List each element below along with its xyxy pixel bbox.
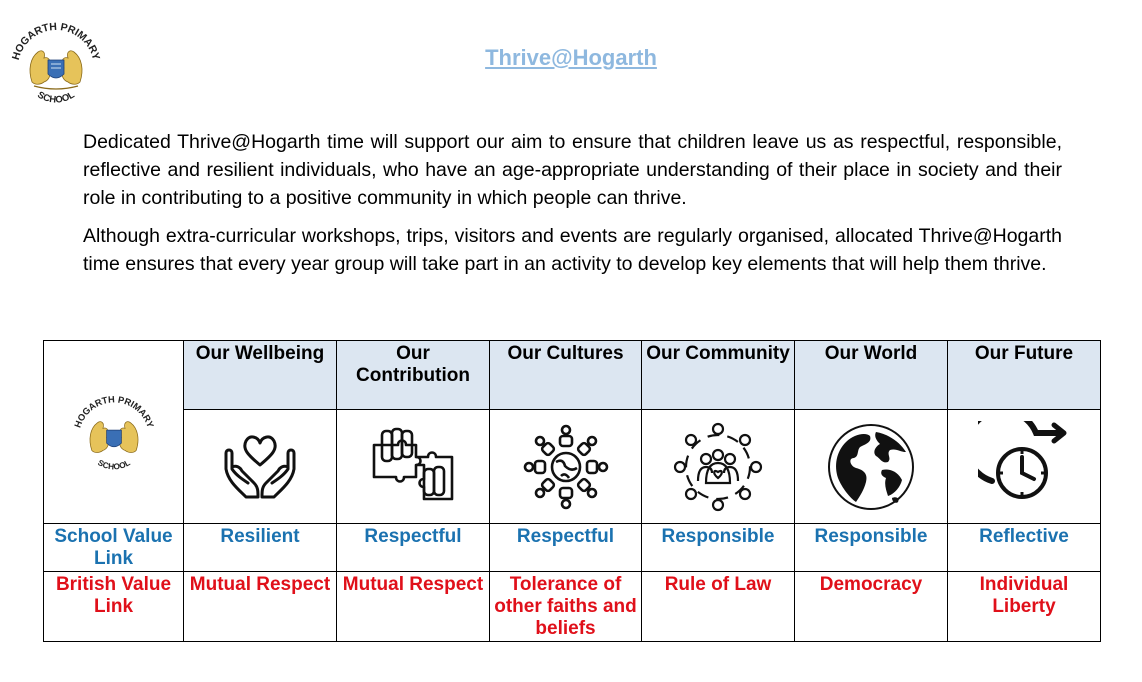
heading-our-cultures: Our Cultures	[490, 341, 642, 410]
heading-our-world: Our World	[795, 341, 948, 410]
thrive-table	[43, 340, 1101, 642]
intro-paragraph-2: Although extra-curricular workshops, trips, visitors and events are regularly organised, allocated Thrive@Hogarth time ensures that every year group will take part in an activity to develop key elements that will help them thrive.	[83, 225, 1062, 275]
school-value-future: Reflective	[948, 524, 1101, 572]
svg-text:SCHOOL: SCHOOL	[35, 89, 77, 106]
wellbeing-icon-cell	[184, 410, 337, 524]
table-school-logo	[66, 384, 162, 480]
contribution-icon-cell	[337, 410, 490, 524]
heading-our-contribution: Our Contribution	[337, 341, 490, 410]
page-title[interactable]: Thrive@Hogarth	[485, 45, 657, 70]
school-value-wellbeing: Resilient	[184, 524, 337, 572]
community-icon-cell	[642, 410, 795, 524]
clock-arrow-icon	[978, 421, 1070, 513]
svg-text:HOGARTH PRIMARY: HOGARTH PRIMARY	[9, 20, 103, 62]
heart-in-hands-icon	[218, 425, 302, 509]
people-around-globe-icon	[521, 422, 611, 512]
svg-text:SCHOOL: SCHOOL	[95, 457, 132, 472]
community-circle-icon	[672, 421, 764, 513]
school-value-community: Responsible	[642, 524, 795, 572]
british-value-contribution: Mutual Respect	[337, 572, 490, 642]
intro-paragraph-1: Dedicated Thrive@Hogarth time will support our aim to ensure that children leave us as respectful, responsible, reflective and resilient individuals, who have an age-appropriate understanding of their place in society and their role in contributing to a positive community in which people can thrive.	[83, 131, 1062, 209]
heading-our-wellbeing: Our Wellbeing	[184, 341, 337, 410]
world-globe-icon	[826, 422, 916, 512]
british-value-cultures: Tolerance of other faiths and beliefs	[490, 572, 642, 642]
british-value-label: British Value Link	[44, 572, 184, 642]
world-icon-cell	[795, 410, 948, 524]
british-value-community: Rule of Law	[642, 572, 795, 642]
school-value-label: School Value Link	[44, 524, 184, 572]
future-icon-cell	[948, 410, 1101, 524]
british-value-future: Individual Liberty	[948, 572, 1101, 642]
heading-our-community: Our Community	[642, 341, 795, 410]
school-value-contribution: Respectful	[337, 524, 490, 572]
school-value-world: Responsible	[795, 524, 948, 572]
svg-text:HOGARTH PRIMARY: HOGARTH PRIMARY	[72, 394, 155, 430]
school-value-cultures: Respectful	[490, 524, 642, 572]
british-value-world: Democracy	[795, 572, 948, 642]
heading-our-future: Our Future	[948, 341, 1101, 410]
cultures-icon-cell	[490, 410, 642, 524]
puzzle-hands-icon	[368, 425, 458, 509]
table-logo-cell	[44, 341, 184, 524]
british-value-wellbeing: Mutual Respect	[184, 572, 337, 642]
